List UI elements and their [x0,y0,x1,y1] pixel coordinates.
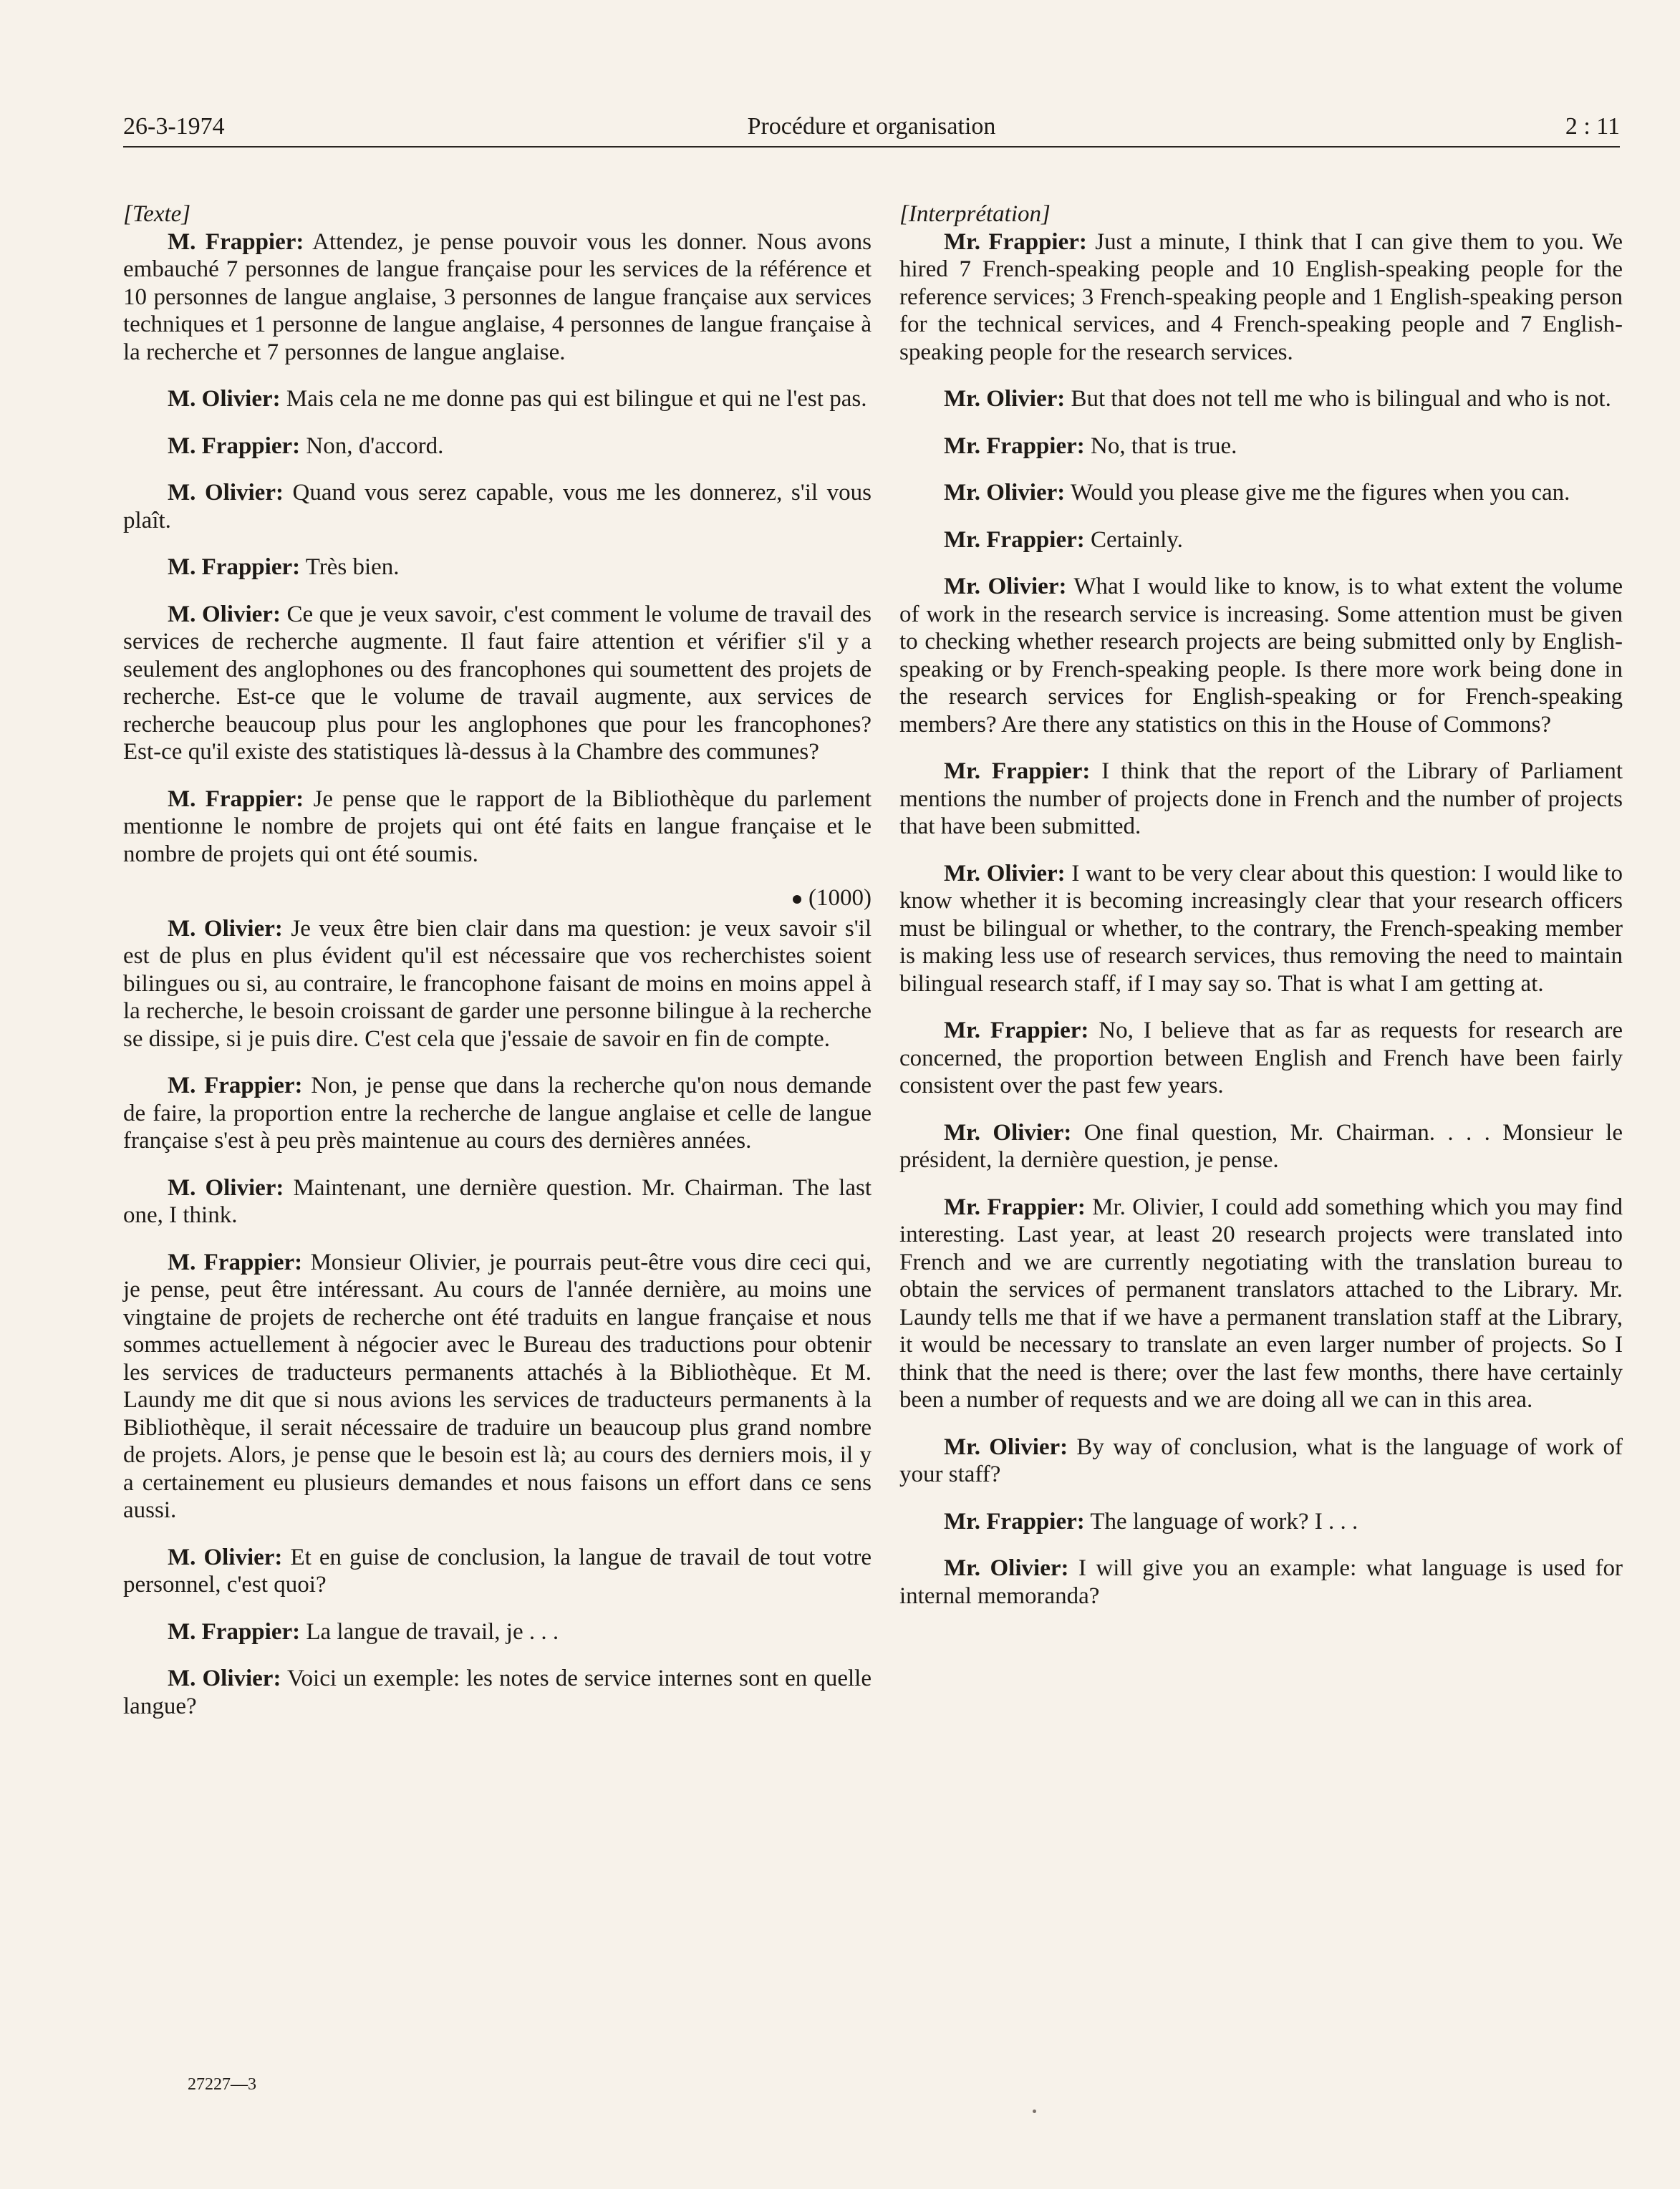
speaker-name: Mr. Olivier: [944,1555,1069,1581]
speech-text: Non, je pense que dans la recherche qu'on nous demande de faire, la proportion entre la recherche de langue anglaise et celle de langue française s'est à peu près maintenue au cours des dernières années. [123,1073,872,1154]
english-language-tag: [Interprétation] [899,201,1051,227]
speaker-name: Mr. Frappier: [944,758,1091,784]
speech-paragraph [899,1017,1623,1100]
speaker-name: Mr. Frappier: [944,228,1087,255]
print-speck [1033,2110,1036,2113]
speech-text: By way of conclusion, what is the language of work of your staff? [899,1434,1623,1487]
speech-paragraph [123,1249,872,1524]
speech-text: No, I believe that as far as requests for research are concerned, the proportion between English and French have been fairly consistent over the past few years. [899,1018,1623,1098]
speech-paragraph [899,385,1623,413]
speech-text: Would you please give me the figures when you can. [1065,480,1570,506]
speaker-name: Mr. Frappier: [944,1194,1086,1220]
french-column [123,193,872,1739]
speech-paragraph [899,573,1623,738]
speech-paragraph [123,1072,872,1155]
speaker-name: Mr. Olivier: [944,1119,1072,1146]
speech-text: Ce que je veux savoir, c'est comment le volume de travail des services de recherche augmente. Il faut faire attention et vérifier s'il y a seulement des anglophones ou des francophones qui soumettent des projets de recherche. Est-ce que le volume de travail augmente, aux services de recherche beaucoup plus pour les anglophones que pour les francophones? Est-ce qu'il existe des statistiques là-dessus à la Chambre des communes? [123,601,872,765]
speech-paragraph [899,228,1623,367]
speech-paragraph [123,1544,872,1599]
french-paragraphs [123,228,872,869]
speaker-name: M. Frappier: [168,1073,303,1098]
speaker-name: M. Frappier: [168,554,301,580]
speech-paragraph [899,433,1623,460]
speaker-name: Mr. Olivier: [944,860,1066,886]
speaker-name: Mr. Frappier: [944,526,1085,553]
time-marker [123,884,872,912]
speech-text: I will give you an example: what language is used for internal memoranda? [899,1555,1623,1609]
speech-paragraph [899,526,1623,554]
speech-text: Je veux être bien clair dans ma question: je veux savoir s'il est de plus en plus évident qu'il est nécessaire que vos recherchistes soient bilingues ou si, au contraire, le francophone faisant de moins en moins appel à la recherche, le besoin croissant de garder une personne bilingue à la recherche se dissipe, si je puis dire. C'est cela que j'essaie de savoir en fin de compte. [123,915,872,1052]
speech-text: Maintenant, une dernière question. Mr. Chairman. The last one, I think. [123,1174,872,1228]
header-title: Procédure et organisation [747,113,996,140]
footer-code: 27227—3 [188,2075,256,2094]
speaker-name: Mr. Frappier: [944,1018,1089,1043]
speaker-name: Mr. Frappier: [944,433,1085,459]
speaker-name: Mr. Olivier: [944,480,1066,506]
french-paragraphs-continued [123,915,872,1721]
speech-text: Mr. Olivier, I could add something which you may find interesting. Last year, at least 20 research projects were translated into French and we are currently negotiating with the translation bureau to obtain the services of permanent translators attached to the Library. Mr. Laundy tells me that if we have a permanent translation staff at the Library, it would be necessary to translate an even larger number of projects. So I think that the need is there; over the last few months, there have certainly been a number of requests and we are doing all we can in this area. [899,1194,1623,1413]
speech-paragraph [899,479,1623,507]
speech-text: No, that is true. [1084,433,1237,459]
speech-paragraph [123,479,872,534]
english-column [899,193,1623,1629]
speech-paragraph [899,1508,1623,1536]
speaker-name: Mr. Olivier: [944,574,1067,599]
time-marker-text: (1000) [808,885,872,911]
speaker-name: M. Frappier: [168,1618,301,1645]
speech-text: Je pense que le rapport de la Bibliothèque du parlement mentionne le nombre de projets qui ont été faits en langue française et le nombre de projets qui ont été soumis. [123,786,872,867]
header-page-number: 2 : 11 [1565,113,1620,140]
speaker-name: M. Olivier: [168,386,281,412]
speech-text: Et en guise de conclusion, la langue de travail de tout votre personnel, c'est quoi? [123,1544,872,1598]
speech-text: What I would like to know, is to what extent the volume of work in the research service is increasing. Some attention must be given to checking whether research projects are being submitted only by English-speaking or by French-speaking people. Is there more work being done in the research services for English-speaking or for French-speaking members? Are there any statistics on this in the House of Commons? [899,574,1623,738]
speech-text: The language of work? I . . . [1084,1508,1358,1535]
english-paragraphs [899,228,1623,1610]
speech-text: Monsieur Olivier, je pourrais peut-être vous dire ceci qui, je pense, peut être intéressant. Au cours de l'année dernière, au moins une vingtaine de projets de recherche ont été traduits en langue française et nous sommes actuellement à négocier avec le Bureau des traductions pour obtenir les services de traducteurs permanents attachés à la Bibliothèque. Et M. Laundy me dit que si nous avions les services de traducteurs permanents à la Bibliothèque, il serait nécessaire de traduire un beaucoup plus grand nombre de projets. Alors, je pense que le besoin est là; au cours des derniers mois, il y a certainement eu plusieurs demandes et nous faisons un effort dans ce sens aussi. [123,1249,872,1523]
french-language-tag: [Texte] [123,201,191,227]
speaker-name: M. Olivier: [168,915,283,942]
speech-text: I think that the report of the Library of Parliament mentions the number of projects done in French and the number of projects that have been submitted. [899,758,1623,839]
header-date: 26-3-1974 [123,113,225,140]
speech-paragraph [123,433,872,460]
speech-text: I want to be very clear about this question: I would like to know whether it is becoming increasingly clear that your research officers must be bilingual or whether, to the contrary, the French-speaking member is making less use of research services, thus removing the need to maintain bilingual research staff, if I may say so. That is what I am getting at. [899,860,1623,997]
speech-paragraph [899,1194,1623,1414]
speaker-name: M. Frappier: [168,786,304,812]
speech-text: Voici un exemple: les notes de service internes sont en quelle langue? [123,1666,872,1719]
speaker-name: M. Olivier: [168,1174,284,1201]
speech-paragraph [123,601,872,766]
speech-text: Quand vous serez capable, vous me les donnerez, s'il vous plaît. [123,480,872,533]
speech-paragraph [123,228,872,367]
speaker-name: Mr. Olivier: [944,386,1066,412]
speech-paragraph [899,1119,1623,1174]
speech-paragraph [899,1434,1623,1489]
speaker-name: M. Frappier: [168,433,301,459]
speaker-name: Mr. Frappier: [944,1508,1085,1535]
speech-paragraph [123,786,872,869]
speaker-name: M. Olivier: [168,480,284,506]
speech-paragraph [123,915,872,1053]
speech-text: Très bien. [300,554,400,580]
speech-text: Attendez, je pense pouvoir vous les donner. Nous avons embauché 7 personnes de langue française pour les services de la référence et 10 personnes de langue anglaise, 3 personnes de langue française aux services techniques et 1 personne de langue anglaise, 4 personnes de langue française à la recherche et 7 personnes de langue anglaise. [123,228,872,365]
speech-text: La langue de travail, je . . . [300,1618,559,1645]
speech-paragraph [899,860,1623,998]
speech-text: Non, d'accord. [300,433,444,459]
speech-paragraph [123,1174,872,1229]
speech-text: Mais cela ne me donne pas qui est bilingue et qui ne l'est pas. [280,386,867,412]
speech-paragraph [123,385,872,413]
speaker-name: M. Frappier: [168,1249,303,1275]
speech-paragraph [123,1618,872,1646]
speech-paragraph [899,758,1623,841]
speech-text: Certainly. [1084,526,1183,553]
speech-text: But that does not tell me who is bilingual and who is not. [1065,386,1611,412]
running-header [123,112,1620,148]
speech-text: Just a minute, I think that I can give them to you. We hired 7 French-speaking people and 10 English-speaking people for the reference services; 3 French-speaking people and 1 English-speaking person for the technical services, and 4 French-speaking people and 7 English-speaking people for the research services. [899,228,1623,365]
bullet-icon [793,895,801,904]
speaker-name: M. Frappier: [168,228,304,255]
speaker-name: Mr. Olivier: [944,1434,1068,1460]
speech-paragraph [123,1665,872,1720]
speech-paragraph [123,554,872,581]
speaker-name: M. Olivier: [168,601,281,627]
speech-text: One final question, Mr. Chairman. . . . Monsieur le président, la dernière question, je pense. [899,1119,1623,1173]
speaker-name: M. Olivier: [168,1666,281,1691]
speaker-name: M. Olivier: [168,1544,283,1570]
speech-paragraph [899,1555,1623,1610]
